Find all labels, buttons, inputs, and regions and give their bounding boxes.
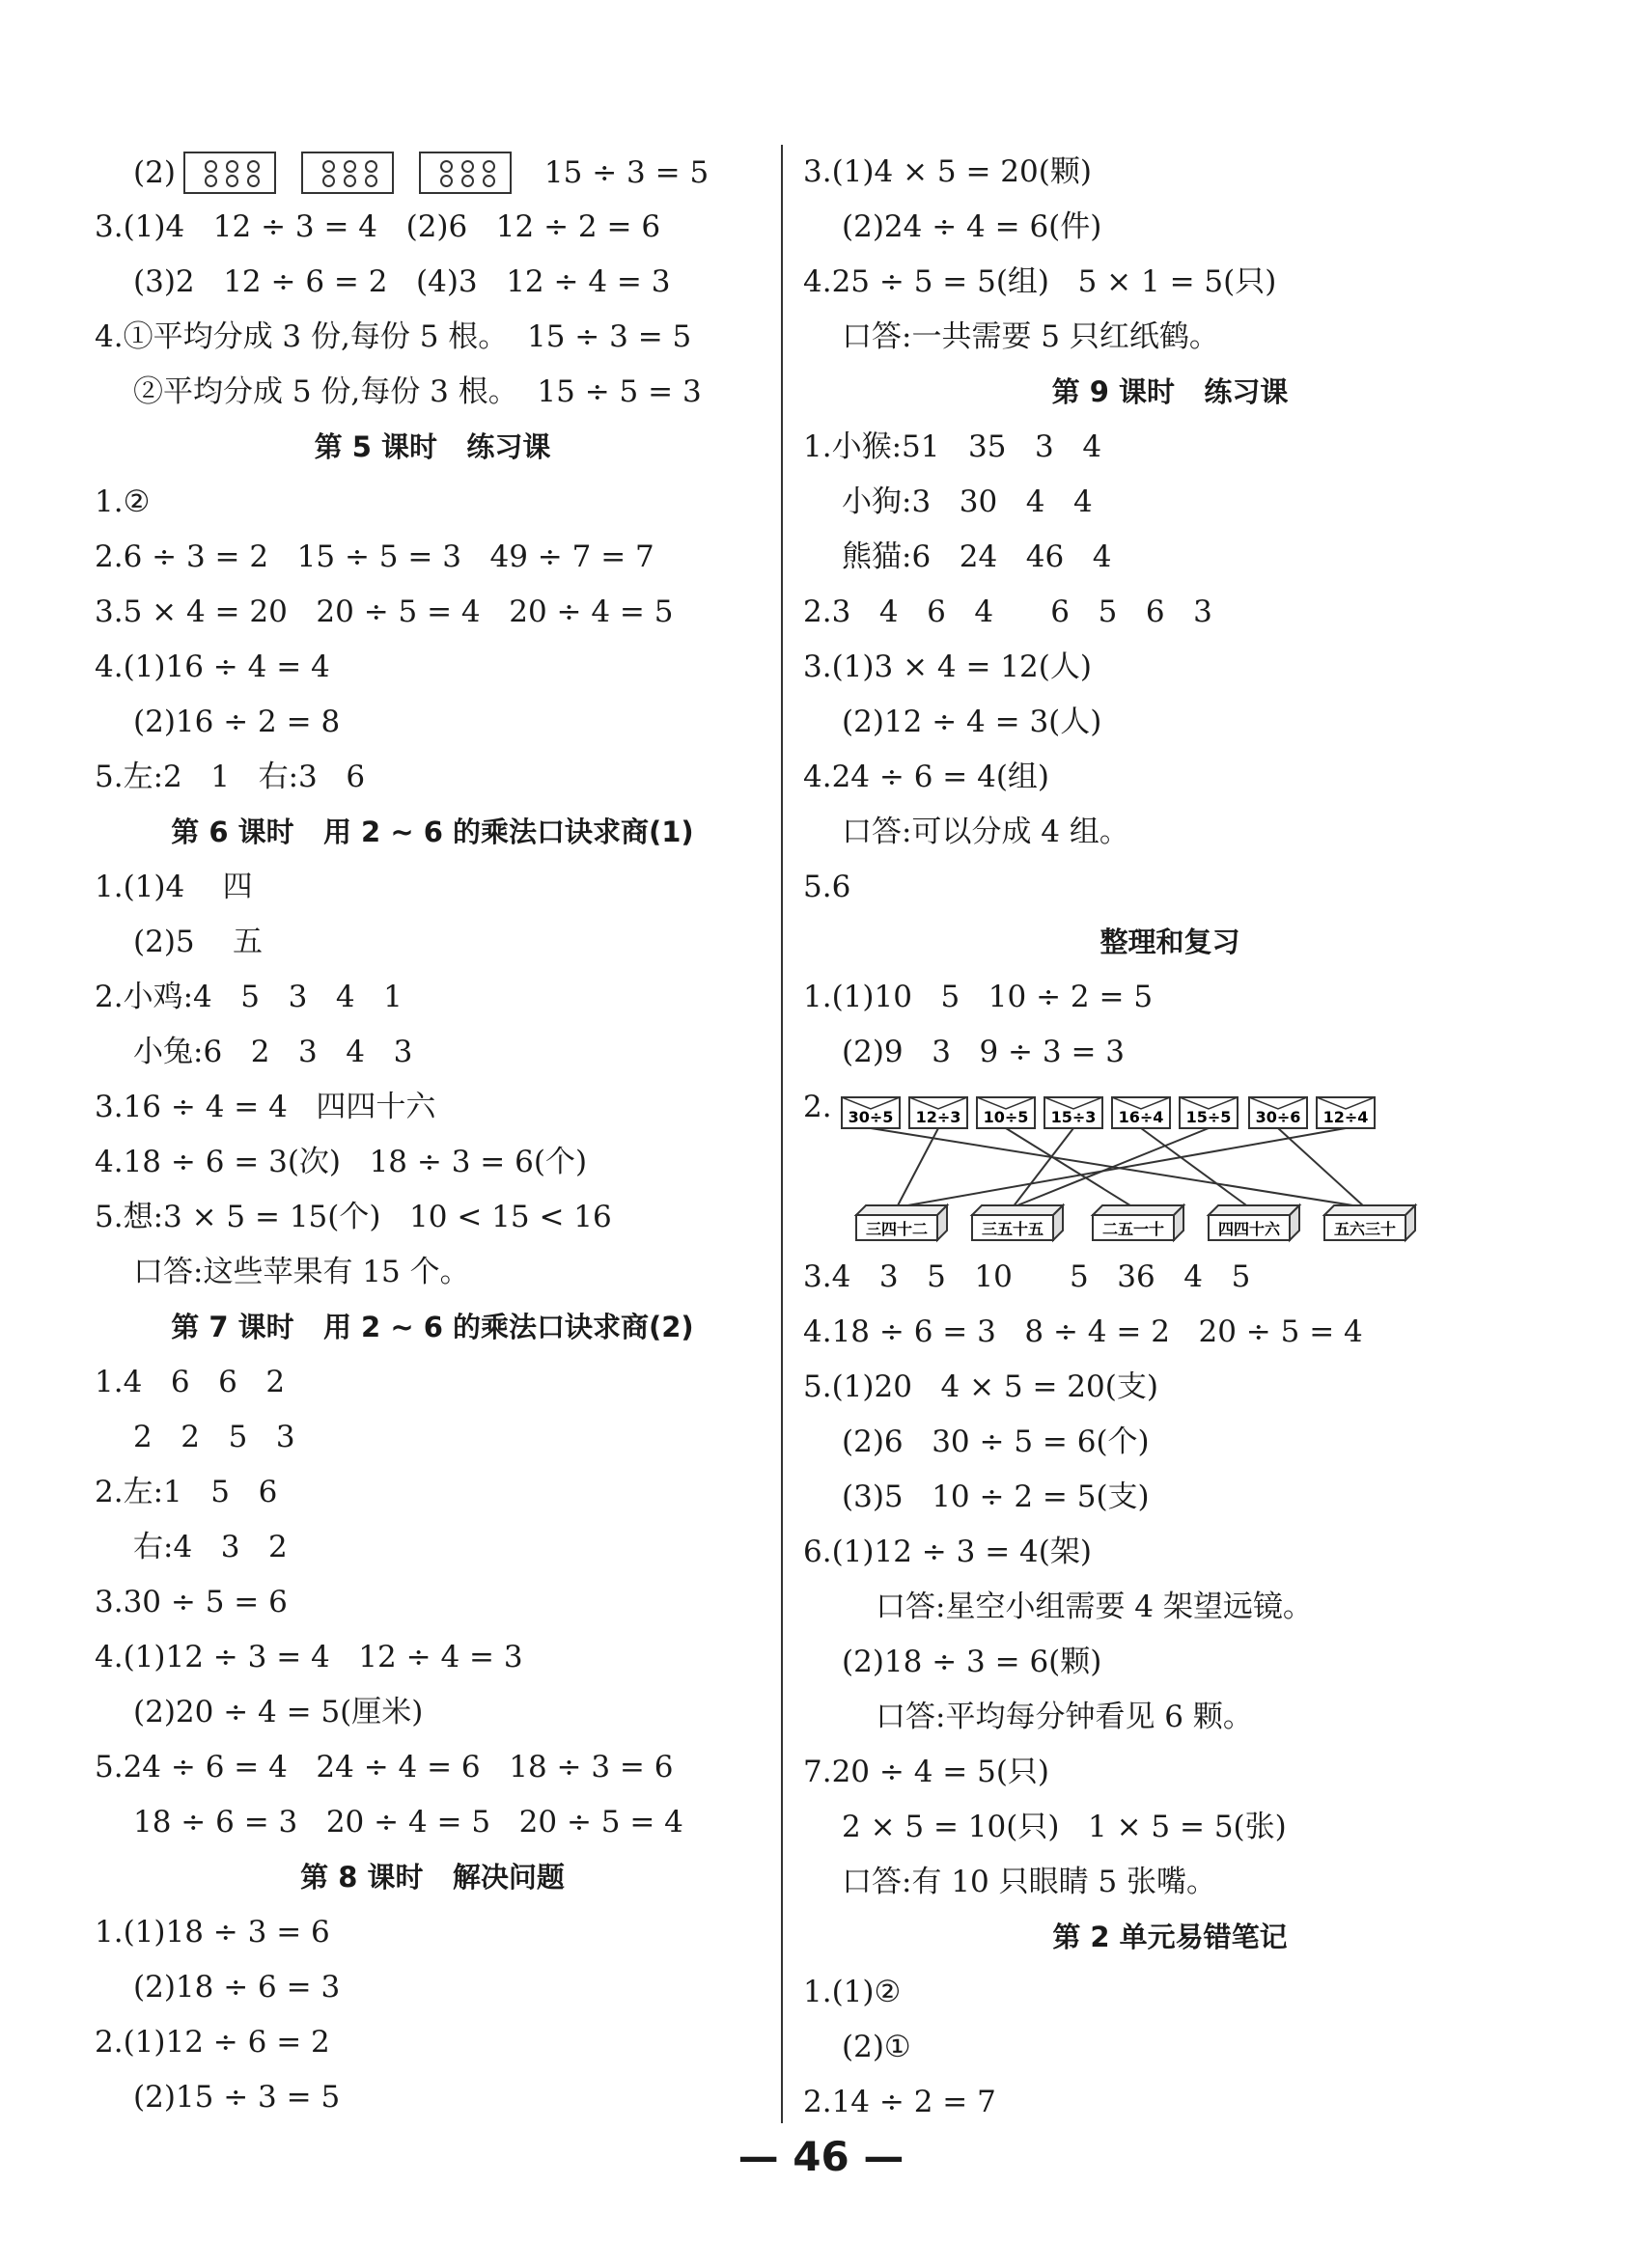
item-number: 2. bbox=[803, 1090, 832, 1124]
item-number: 3. bbox=[95, 595, 124, 629]
answer-text: (1)10 5 10 ÷ 2 = 5 bbox=[831, 980, 1154, 1014]
item-number: 4. bbox=[803, 264, 832, 299]
answer-item bbox=[803, 860, 1537, 915]
answer-item bbox=[95, 2015, 770, 2070]
answer-text: 14 ÷ 2 = 7 bbox=[831, 2085, 996, 2119]
matching-exercise bbox=[803, 1080, 1537, 1250]
answer-item bbox=[95, 1190, 770, 1245]
circle-icon bbox=[322, 160, 335, 173]
circle-icon bbox=[226, 175, 238, 187]
answer-subline: 右:4 3 2 bbox=[133, 1530, 288, 1564]
group-box bbox=[183, 152, 276, 194]
item-number: 2. bbox=[95, 980, 124, 1014]
answer-subline: ②平均分成 5 份,每份 3 根。 15 ÷ 5 = 3 bbox=[133, 374, 702, 409]
answer-text: (1)4 × 5 = 20(颗) bbox=[831, 154, 1092, 189]
item-number: 1. bbox=[95, 870, 124, 904]
envelope-card bbox=[842, 1097, 900, 1128]
answer-text: (1)12 ÷ 3 = 4(架) bbox=[831, 1535, 1092, 1569]
item-number: 2. bbox=[803, 2085, 832, 2119]
answer-text: (1)4 12 ÷ 3 = 4 (2)6 12 ÷ 2 = 6 bbox=[123, 209, 661, 244]
envelope-label: 15÷3 bbox=[1050, 1108, 1097, 1126]
answer-subline: 口答:平均每分钟看见 6 颗。 bbox=[876, 1700, 1253, 1734]
envelope-card bbox=[1317, 1097, 1375, 1128]
left-column bbox=[95, 145, 770, 2125]
column-divider bbox=[781, 145, 783, 2123]
envelope-card bbox=[1112, 1097, 1170, 1128]
answer-text: 4 6 6 2 bbox=[123, 1365, 286, 1399]
answer-item bbox=[803, 1250, 1537, 1305]
answer-subline: (3)5 10 ÷ 2 = 5(支) bbox=[842, 1480, 1150, 1514]
match-line bbox=[1141, 1128, 1249, 1207]
answer-item bbox=[95, 1630, 770, 1685]
answer-text: (1)16 ÷ 4 = 4 bbox=[123, 650, 330, 684]
answer-text: (1)② bbox=[831, 1975, 902, 2009]
answer-item bbox=[803, 970, 1537, 1025]
envelope-label: 30÷5 bbox=[848, 1108, 894, 1126]
circle-icon bbox=[247, 175, 260, 187]
item-number: 5. bbox=[95, 1750, 124, 1784]
answer-subline: (3)2 12 ÷ 6 = 2 (4)3 12 ÷ 4 = 3 bbox=[133, 264, 671, 299]
mailbox-label: 三五十五 bbox=[981, 1220, 1044, 1238]
item-number: 5. bbox=[803, 1369, 832, 1404]
item-number: 4. bbox=[95, 1640, 124, 1674]
answer-item bbox=[803, 585, 1537, 640]
circle-icon bbox=[226, 160, 238, 173]
item-number: 6. bbox=[803, 1535, 832, 1569]
answer-subline: (2)20 ÷ 4 = 5(厘米) bbox=[133, 1695, 424, 1729]
mailbox-label: 二五一十 bbox=[1101, 1220, 1165, 1238]
answer-text: 6 bbox=[831, 870, 851, 904]
page-number: — 46 — bbox=[738, 2133, 904, 2180]
answer-item bbox=[803, 640, 1537, 695]
answer-text: 想:3 × 5 = 15(个) 10 < 15 < 16 bbox=[123, 1200, 612, 1234]
circle-icon bbox=[440, 160, 453, 173]
answer-text: 18 ÷ 6 = 3(次) 18 ÷ 3 = 6(个) bbox=[123, 1145, 588, 1179]
section-title: 第 6 课时 用 2 ~ 6 的乘法口诀求商(1) bbox=[171, 816, 694, 848]
mailbox bbox=[1324, 1205, 1415, 1240]
circle-icon bbox=[483, 160, 495, 173]
mailbox bbox=[856, 1205, 947, 1240]
envelope-card bbox=[1249, 1097, 1307, 1128]
circle-icon bbox=[461, 175, 474, 187]
answer-text: (1)12 ÷ 6 = 2 bbox=[123, 2025, 330, 2060]
envelope-card bbox=[1180, 1097, 1238, 1128]
envelope-label: 15÷5 bbox=[1185, 1108, 1232, 1126]
answer-subline: 18 ÷ 6 = 3 20 ÷ 4 = 5 20 ÷ 5 = 4 bbox=[133, 1805, 683, 1839]
answer-item bbox=[95, 585, 770, 640]
answer-item bbox=[95, 970, 770, 1025]
grouping-answer bbox=[95, 145, 770, 200]
item-number: 3. bbox=[803, 1259, 832, 1294]
mailbox bbox=[1209, 1205, 1299, 1240]
answer-subline: 口答:可以分成 4 组。 bbox=[842, 815, 1129, 849]
item-number: 3. bbox=[803, 154, 832, 189]
answer-text: (1)12 ÷ 3 = 4 12 ÷ 4 = 3 bbox=[123, 1640, 523, 1674]
answer-item bbox=[803, 145, 1537, 200]
answer-text: (1)20 4 × 5 = 20(支) bbox=[831, 1369, 1158, 1404]
answer-subline: (2)① bbox=[842, 2030, 911, 2064]
item-number: 3. bbox=[95, 1090, 124, 1124]
envelope-label: 12÷4 bbox=[1322, 1108, 1369, 1126]
answer-item bbox=[95, 475, 770, 530]
answer-text: 24 ÷ 6 = 4(组) bbox=[831, 760, 1050, 794]
answer-item bbox=[803, 2075, 1537, 2130]
answer-item bbox=[95, 1135, 770, 1190]
circle-icon bbox=[365, 160, 377, 173]
answer-item bbox=[95, 530, 770, 585]
answer-text: 16 ÷ 4 = 4 四四十六 bbox=[123, 1090, 436, 1124]
answer-item bbox=[803, 750, 1537, 805]
answer-text: 5 × 4 = 20 20 ÷ 5 = 4 20 ÷ 4 = 5 bbox=[123, 595, 674, 629]
mailbox-label: 三四十二 bbox=[865, 1220, 929, 1238]
mailbox bbox=[972, 1205, 1063, 1240]
answer-text: (1)18 ÷ 3 = 6 bbox=[123, 1915, 330, 1950]
answer-text: 25 ÷ 5 = 5(组) 5 × 1 = 5(只) bbox=[831, 264, 1277, 299]
answer-text: 24 ÷ 6 = 4 24 ÷ 4 = 6 18 ÷ 3 = 6 bbox=[123, 1750, 674, 1784]
answer-subline: 口答:这些苹果有 15 个。 bbox=[133, 1255, 470, 1289]
circle-icon bbox=[247, 160, 260, 173]
envelope-label: 16÷4 bbox=[1118, 1108, 1164, 1126]
answer-subline: 2 × 5 = 10(只) 1 × 5 = 5(张) bbox=[842, 1810, 1287, 1844]
answer-subline: (2)16 ÷ 2 = 8 bbox=[133, 705, 341, 739]
envelope-card bbox=[909, 1097, 967, 1128]
answer-item bbox=[803, 1525, 1537, 1580]
item-number: 1. bbox=[803, 980, 832, 1014]
mailbox bbox=[1093, 1205, 1183, 1240]
mailbox-label: 四四十六 bbox=[1217, 1220, 1281, 1238]
item-number: 4. bbox=[803, 1314, 832, 1349]
item-number: 1. bbox=[95, 484, 124, 519]
item-number: 4. bbox=[95, 650, 124, 684]
answer-item bbox=[95, 750, 770, 805]
circle-icon bbox=[440, 175, 453, 187]
answer-item bbox=[95, 860, 770, 915]
answer-item bbox=[95, 1575, 770, 1630]
envelope-label: 10÷5 bbox=[983, 1108, 1029, 1126]
item-number: 5. bbox=[95, 760, 124, 794]
item-label: (2) bbox=[133, 154, 176, 190]
circle-icon bbox=[344, 160, 356, 173]
group-box bbox=[419, 152, 512, 194]
mailbox-label: 五六三十 bbox=[1333, 1220, 1397, 1238]
answer-subline: (2)5 五 bbox=[133, 925, 264, 959]
answer-text: ② bbox=[123, 484, 151, 519]
answer-subline: 口答:有 10 只眼睛 5 张嘴。 bbox=[842, 1865, 1217, 1899]
section-title: 整理和复习 bbox=[1099, 926, 1240, 958]
answer-subline: (2)18 ÷ 3 = 6(颗) bbox=[842, 1645, 1102, 1679]
envelope-card bbox=[977, 1097, 1035, 1128]
item-number: 2. bbox=[95, 539, 124, 574]
match-line bbox=[897, 1128, 938, 1207]
item-number: 7. bbox=[803, 1755, 832, 1789]
answer-item bbox=[803, 1305, 1537, 1360]
answer-text: 6 ÷ 3 = 2 15 ÷ 5 = 3 49 ÷ 7 = 7 bbox=[123, 539, 654, 574]
answer-item bbox=[95, 1905, 770, 1960]
item-number: 3. bbox=[95, 209, 124, 244]
answer-item bbox=[95, 1080, 770, 1135]
item-number: 2. bbox=[803, 595, 832, 629]
answer-subline: 小狗:3 30 4 4 bbox=[842, 484, 1093, 519]
circle-icon bbox=[483, 175, 495, 187]
item-number: 1. bbox=[95, 1365, 124, 1399]
item-number: 1. bbox=[803, 429, 832, 464]
item-number: 2. bbox=[95, 2025, 124, 2060]
answer-item bbox=[803, 420, 1537, 475]
answer-text: 18 ÷ 6 = 3 8 ÷ 4 = 2 20 ÷ 5 = 4 bbox=[831, 1314, 1363, 1349]
answer-text: (1)3 × 4 = 12(人) bbox=[831, 650, 1092, 684]
circle-icon bbox=[205, 160, 217, 173]
answer-item bbox=[95, 1740, 770, 1795]
answer-subline: 口答:星空小组需要 4 架望远镜。 bbox=[876, 1590, 1313, 1624]
group-box bbox=[301, 152, 394, 194]
item-number: 3. bbox=[803, 650, 832, 684]
section-title: 第 5 课时 练习课 bbox=[314, 430, 551, 463]
answer-text: 30 ÷ 5 = 6 bbox=[123, 1585, 288, 1619]
answer-text: 4 3 5 10 5 36 4 5 bbox=[831, 1259, 1251, 1294]
answer-subline: 口答:一共需要 5 只红纸鹤。 bbox=[842, 319, 1219, 354]
match-line bbox=[897, 1128, 1346, 1207]
section-title: 第 7 课时 用 2 ~ 6 的乘法口诀求商(2) bbox=[171, 1311, 694, 1343]
answer-text: 左:2 1 右:3 6 bbox=[123, 760, 366, 794]
answer-subline: (2)15 ÷ 3 = 5 bbox=[133, 2080, 341, 2115]
matching-diagram bbox=[803, 1080, 1498, 1250]
answer-text: ①平均分成 3 份,每份 5 根。 15 ÷ 3 = 5 bbox=[123, 319, 692, 354]
item-number: 1. bbox=[95, 1915, 124, 1950]
answer-subline: (2)6 30 ÷ 5 = 6(个) bbox=[842, 1424, 1150, 1459]
item-number: 2. bbox=[95, 1475, 124, 1509]
answer-text: 3 4 6 4 6 5 6 3 bbox=[831, 595, 1212, 629]
envelope-card bbox=[1044, 1097, 1102, 1128]
answer-item bbox=[95, 310, 770, 365]
answer-item bbox=[803, 255, 1537, 310]
envelope-label: 12÷3 bbox=[915, 1108, 961, 1126]
answer-item bbox=[95, 1465, 770, 1520]
item-number: 3. bbox=[95, 1585, 124, 1619]
item-number: 4. bbox=[803, 760, 832, 794]
section-title: 第 8 课时 解决问题 bbox=[300, 1861, 565, 1894]
answer-text: 小鸡:4 5 3 4 1 bbox=[123, 980, 403, 1014]
answer-subline: 2 2 5 3 bbox=[133, 1420, 295, 1454]
item-number: 4. bbox=[95, 1145, 124, 1179]
circle-icon bbox=[365, 175, 377, 187]
circle-icon bbox=[322, 175, 335, 187]
item-number: 4. bbox=[95, 319, 124, 354]
answer-subline: (2)18 ÷ 6 = 3 bbox=[133, 1970, 341, 2005]
section-title: 第 2 单元易错笔记 bbox=[1052, 1921, 1288, 1953]
item-number: 5. bbox=[95, 1200, 124, 1234]
answer-subline: 熊猫:6 24 46 4 bbox=[842, 539, 1112, 574]
answer-item bbox=[803, 1360, 1537, 1415]
circle-icon bbox=[344, 175, 356, 187]
answer-item bbox=[95, 1355, 770, 1410]
answer-item bbox=[95, 200, 770, 255]
envelope-label: 30÷6 bbox=[1255, 1108, 1301, 1126]
answer-subline: (2)12 ÷ 4 = 3(人) bbox=[842, 705, 1102, 739]
circle-icon bbox=[461, 160, 474, 173]
right-column bbox=[803, 145, 1537, 2130]
item-number: 5. bbox=[803, 870, 832, 904]
answer-text: 左:1 5 6 bbox=[123, 1475, 278, 1509]
answer-text: 小猴:51 35 3 4 bbox=[831, 429, 1102, 464]
answer-item bbox=[95, 640, 770, 695]
section-title: 第 9 课时 练习课 bbox=[1051, 375, 1289, 408]
answer-text: 20 ÷ 4 = 5(只) bbox=[831, 1755, 1050, 1789]
answer-subline: (2)9 3 9 ÷ 3 = 3 bbox=[842, 1035, 1126, 1069]
answer-subline: 小兔:6 2 3 4 3 bbox=[133, 1035, 413, 1069]
answer-subline: (2)24 ÷ 4 = 6(件) bbox=[842, 209, 1102, 244]
answer-text: (1)4 四 bbox=[123, 870, 253, 904]
circle-icon bbox=[205, 175, 217, 187]
division-equation: 15 ÷ 3 = 5 bbox=[543, 154, 710, 190]
answer-item bbox=[803, 1965, 1537, 2020]
answer-item bbox=[803, 1745, 1537, 1800]
item-number: 1. bbox=[803, 1975, 832, 2009]
